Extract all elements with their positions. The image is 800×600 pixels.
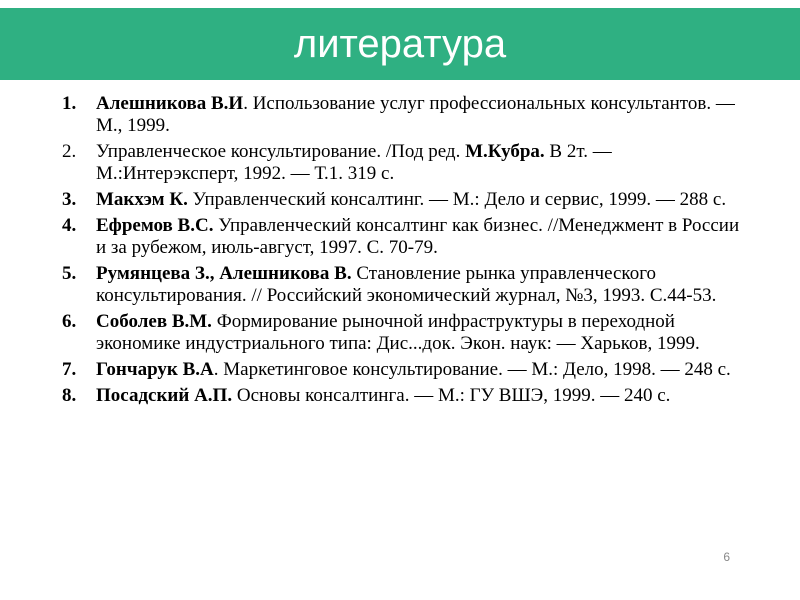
reference-number: 3. xyxy=(62,189,77,210)
reference-text xyxy=(96,311,740,355)
page-number: 6 xyxy=(723,550,730,564)
reference-item xyxy=(0,141,800,185)
reference-list xyxy=(0,93,800,411)
reference-number: 7. xyxy=(62,359,77,380)
reference-item xyxy=(0,215,800,259)
reference-number: 8. xyxy=(62,385,77,406)
slide-title: литература xyxy=(293,22,507,66)
reference-text xyxy=(96,359,740,381)
reference-number: 6. xyxy=(62,311,77,332)
reference-authors: Посадский А.П. xyxy=(96,385,233,406)
reference-details: . Использование услуг профессиональных консультантов. — М., 1999. xyxy=(96,93,735,136)
reference-text xyxy=(96,93,740,137)
reference-authors: Гончарук В.А xyxy=(96,359,214,380)
reference-item xyxy=(0,263,800,307)
reference-authors: Соболев В.М. xyxy=(96,311,212,332)
reference-details: Управленческий консалтинг как бизнес. //Менеджмент в России и за рубежом, июль-август, 1997. С. 70-79. xyxy=(96,215,740,258)
reference-details: Основы консалтинга. — М.: ГУ ВШЭ, 1999. — 240 с. xyxy=(232,385,671,406)
reference-text xyxy=(96,385,740,407)
reference-item xyxy=(0,189,800,211)
reference-authors: Макхэм К. xyxy=(96,189,188,210)
reference-details: Управленческое консультирование. /Под ред. xyxy=(96,141,466,162)
reference-number: 5. xyxy=(62,263,77,284)
reference-details: Становление рынка управленческого консультирования. // Российский экономический журнал, №3, 1993. С.44-53. xyxy=(96,263,717,306)
reference-authors: Алешникова В.И xyxy=(96,93,244,114)
reference-number: 1. xyxy=(62,93,77,114)
reference-authors: М.Кубра. xyxy=(465,141,545,162)
reference-details: . Маркетинговое консультирование. — М.: Дело, 1998. — 248 с. xyxy=(213,359,731,380)
reference-number: 4. xyxy=(62,215,77,236)
reference-item xyxy=(0,93,800,137)
reference-text xyxy=(96,263,740,307)
reference-details: В 2т. — М.:Интерэксперт, 1992. — Т.1. 319 с. xyxy=(96,141,612,184)
reference-authors: Румянцева З., Алешникова В. xyxy=(96,263,352,284)
reference-text xyxy=(96,215,740,259)
reference-text xyxy=(96,141,740,185)
title-banner xyxy=(0,8,800,80)
reference-item xyxy=(0,311,800,355)
reference-text xyxy=(96,189,740,211)
reference-details: Формирование рыночной инфраструктуры в переходной экономике индустриального типа: Дис...док. Экон. наук: — Харьков, 1999. xyxy=(96,311,700,354)
reference-item xyxy=(0,385,800,407)
reference-authors: Ефремов В.С. xyxy=(96,215,214,236)
reference-number: 2. xyxy=(62,141,77,162)
reference-item xyxy=(0,359,800,381)
reference-details: Управленческий консалтинг. — М.: Дело и сервис, 1999. — 288 с. xyxy=(187,189,727,210)
